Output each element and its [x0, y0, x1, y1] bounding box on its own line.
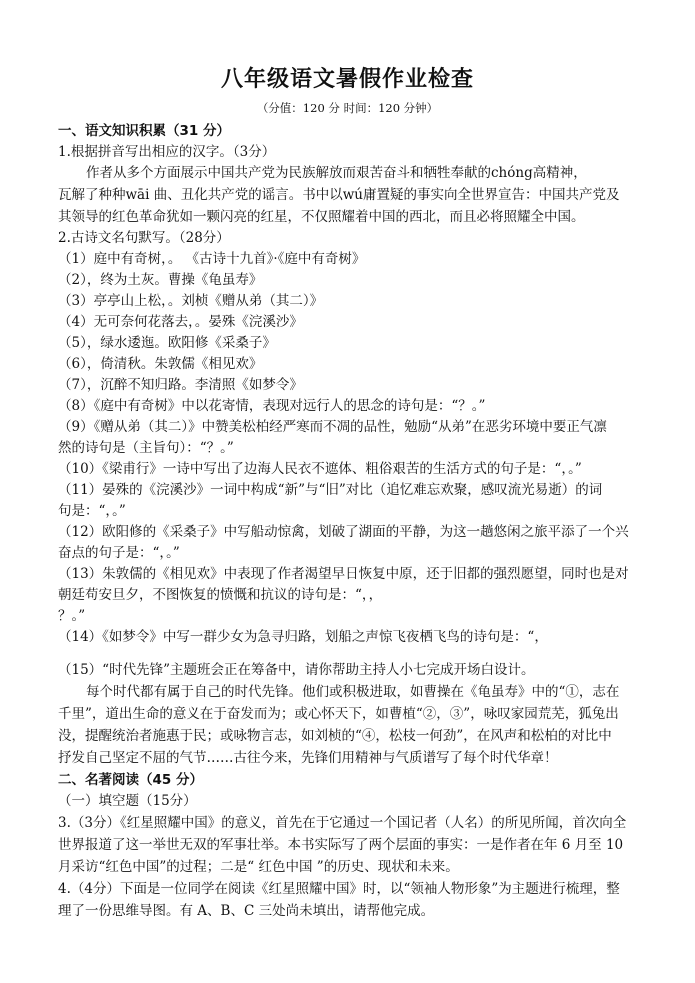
blank-item: （6），倚清秋。朱敦儒《相见欢》: [58, 356, 263, 372]
blank-item: （13）朱敦儒的《相见欢》中表现了作者渴望早日恢复中原，还于旧都的强烈愿望，同时也是对: [58, 566, 629, 582]
blank-item: （12）欧阳修的《采桑子》中写船动惊禽，划破了湖面的平静，为这一趟悠闲之旅平添了一个兴: [58, 524, 629, 540]
blank-item-cont: 然的诗句是（主旨句）：“？。”: [58, 440, 234, 456]
subsection-heading: （一）填空题（15分）: [58, 793, 197, 809]
blank-item: （9）《赠从弟（其二）》中赞美松柏经严寒而不凋的品性，勉励“从弟”在恶劣环境中要正气凛: [58, 419, 607, 435]
page-title: 八年级语文暑假作业检查: [220, 67, 474, 92]
section-heading-2: 二、名著阅读（45 分）: [58, 772, 203, 788]
blank-item-cont: ？。”: [58, 608, 86, 624]
paragraph-line: 月采访“红色中国”的过程；二是“ 红色中国 ”的历史、现状和未来。: [58, 859, 459, 875]
blank-item: （8）《庭中有奇树》中以花寄情，表现对远行人的思念的诗句是：“？。”: [58, 398, 486, 414]
blank-item: （2），终为土灰。曹操《龟虽寿》: [58, 272, 263, 288]
blank-item: （15）“时代先锋”主题班会正在筹备中，请你帮助主持人小七完成开场白设计。: [58, 662, 535, 678]
paragraph-line: 抒发自己坚定不屈的气节……古往今来，先锋们用精神与气质谱写了每个时代华章！: [58, 750, 558, 766]
blank-item-cont: 句是：“，。”: [58, 503, 126, 519]
score-time-info: （分值：120 分 时间：120 分钟）: [256, 101, 439, 115]
blank-item: （5），绿水逶迤。欧阳修《采桑子》: [58, 335, 276, 351]
paragraph-line: 瓦解了种种wāi 曲、丑化共产党的谣言。书中以wú庸置疑的事实向全世界宣告：中国共产党及: [58, 187, 620, 203]
blank-item-cont: 朝廷苟安旦夕，不图恢复的愤慨和抗议的诗句是：“，，: [58, 587, 383, 603]
question-1: 1.根据拼音写出相应的汉字。（3分）: [58, 144, 276, 160]
question-4: 4.（4分）下面是一位同学在阅读《红星照耀中国》时，以“领袖人物形象”为主题进行梳理，整: [58, 881, 620, 897]
paragraph-line: 作者从多个方面展示中国共产党为民族解放而艰苦奋斗和牺牲奉献的chóng高精神，: [86, 165, 587, 181]
blank-item: （10）《梁甫行》一诗中写出了边海人民衣不遮体、粗俗艰苦的生活方式的句子是：“，。”: [58, 461, 582, 477]
paragraph-line: 世界报道了这一举世无双的军事壮举。本书实际写了两个层面的事实：一是作者在年 6 月至 10: [58, 837, 624, 853]
paragraph-line: 每个时代都有属于自己的时代先锋。他们或积极进取，如曹操在《龟虽寿》中的“①，志在: [86, 684, 620, 700]
paragraph-line: 没，提醒统治者施惠于民；或咏物言志，如刘桢的“④，松枝一何劲”，在风声和松柏的对比中: [58, 728, 612, 744]
paragraph-line: 理了一份思维导图。有 A、B、C 三处尚未填出，请帮他完成。: [58, 903, 435, 919]
blank-item-cont: 奋点的句子是：“，。”: [58, 545, 180, 561]
blank-item: （3）亭亭山上松，。刘桢《赠从弟（其二）》: [58, 293, 324, 309]
blank-item: （1）庭中有奇树，。 《古诗十九首》·《庭中有奇树》: [58, 251, 366, 267]
blank-item: （7），沉醉不知归路。李清照《如梦令》: [58, 377, 303, 393]
blank-item: （14）《如梦令》中写一群少女为急寻归路，划船之声惊飞夜栖飞鸟的诗句是：“，: [58, 629, 548, 645]
question-2: 2.古诗文名句默写。（28分）: [58, 230, 230, 246]
blank-item: （4）无可奈何花落去，。晏殊《浣溪沙》: [58, 314, 303, 330]
section-heading-1: 一、语文知识积累（31 分）: [58, 123, 230, 139]
paragraph-line: 千里”，道出生命的意义在于奋发而为；或心怀天下，如曹植“②，③”，咏叹家园荒芜，狐兔出: [58, 706, 619, 722]
blank-item: （11）晏殊的《浣溪沙》一词中构成“新”与“旧”对比（追忆难忘欢聚，感叹流光易逝）的词: [58, 482, 603, 498]
paragraph-line: 其领导的红色革命犹如一颗闪亮的红星，不仅照耀着中国的西北，而且必将照耀全中国。: [58, 209, 585, 225]
question-3: 3.（3分）《红星照耀中国》的意义，首先在于它通过一个国记者（人名）的所见所闻，首次向全: [58, 815, 627, 831]
